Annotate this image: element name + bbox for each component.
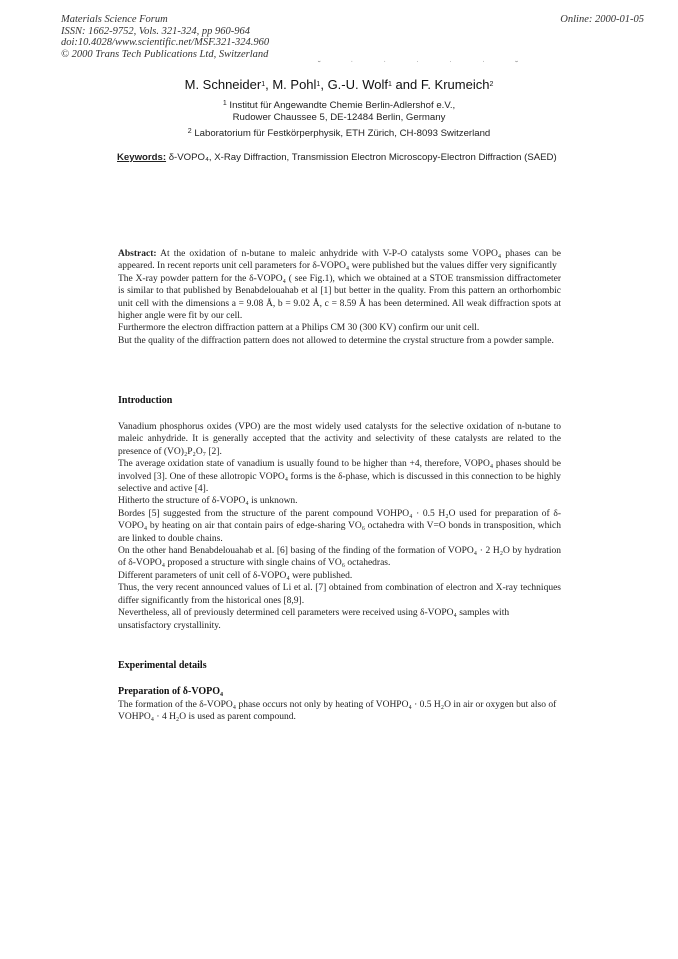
author-affil-mark: 2	[489, 81, 494, 88]
intro-paragraph: Hitherto the structure of δ-VOPO₄ is unknown.	[118, 496, 298, 507]
running-header	[61, 14, 269, 60]
author-affil-mark: 1	[316, 81, 321, 88]
experimental-body	[118, 699, 561, 724]
author-name: G.-U. Wolf	[327, 77, 388, 92]
intro-paragraph: The average oxidation state of vanadium is usually found to be higher than +4, therefore, VOPO₄ phases should be involved [3]. One of these allotropic VOPO₄ forms is the δ-phase, which is discussed in this connection to be highly selective and active [4].	[118, 459, 561, 495]
keywords-label: Keywords:	[117, 152, 167, 163]
doi-line: doi:10.4028/www.scientific.net/MSF.321-324.960	[61, 37, 270, 48]
author-line: M. Schneider$^1$, M. Pohl$^1$, G.-U. Wolf$^1$ and F. Krumeich$^2$	[184, 77, 494, 92]
experimental-paragraph: The formation of the δ-VOPO₄ phase occurs not only by heating of VOHPO₄ · 0.5 H₂O in air or oxygen but also of VOHPO₄ · 4 H₂O is used as parent compound.	[118, 700, 557, 723]
introduction-body	[118, 421, 561, 632]
section-heading-experimental: Experimental details	[118, 660, 207, 671]
subsection-heading-preparation: Preparation of δ-VOPO₄	[118, 686, 224, 697]
keywords	[117, 152, 567, 163]
journal-name: Materials Science Forum	[61, 14, 168, 25]
author-affil-mark: 1	[388, 81, 392, 88]
affiliation-1: $^1$ Institut für Angewandte Chemie Berlin-Adlershof e.V., Rudower Chaussee 5, DE-12484 Berlin, Germany	[222, 100, 456, 123]
abstract-paragraph: At the oxidation of n-butane to maleic anhydride with V-P-O catalysts some VOPO₄ phases can be appeared. In recent reports unit cell parameters for δ-VOPO₄ were published but the values differ very significantly	[118, 249, 561, 272]
abstract-paragraph: Furthermore the electron diffraction pattern at a Philips CM 30 (300 KV) confirm our unit cell.	[118, 323, 480, 334]
scan-artifact: ˘ ˙ ˙ ˙ ˙ ˙ ˘	[318, 60, 532, 69]
intro-paragraph: Nevertheless, all of previously determined cell parameters were received using δ-VOPO₄ samples with unsatisfactory crystallinity.	[118, 608, 510, 631]
intro-paragraph: On the other hand Benabdelouahab et al. [6] basing of the finding of the formation of VOPO₄ · 2 H₂O by hydration of δ-VOPO₄ proposed a structure with single chains of VO₆ octahedras.	[118, 546, 561, 569]
abstract	[118, 248, 561, 347]
abstract-label: Abstract:	[118, 249, 157, 259]
abstract-paragraph: But the quality of the diffraction pattern does not allowed to determine the crystal structure from a powder sample.	[118, 335, 554, 346]
intro-paragraph: Different parameters of unit cell of δ-VOPO₄ were published.	[118, 570, 353, 581]
section-heading-introduction: Introduction	[118, 395, 173, 406]
keywords-text: δ-VOPO₄, X-Ray Diffraction, Transmission Electron Microscopy-Electron Diffraction (SAED)	[168, 152, 557, 163]
author-name: M. Pohl	[272, 77, 317, 92]
author-affil-mark: 1	[261, 81, 266, 88]
copyright-line: © 2000 Trans Tech Publications Ltd, Switzerland	[61, 48, 269, 60]
intro-paragraph: Bordes [5] suggested from the structure of the parent compound VOHPO₄ · 0.5 H₂O used for preparation of δ-VOPO₄ by heating on air that contain pairs of edge-sharing VO₆ octahedra with V=O bonds in transposition, which are linked to double chains.	[118, 508, 561, 544]
online-date: Online: 2000-01-05	[560, 14, 644, 25]
intro-paragraph: Vanadium phosphorus oxides (VPO) are the most widely used catalysts for the selective oxidation of n-butane to maleic anhydride. It is generally accepted that the activity and selectivity of these catalysts are related to the presence of (VO)₂P₂O₇ [2].	[118, 422, 561, 457]
intro-paragraph: Thus, the very recent announced values of Li et al. [7] obtained from combination of electron and X-ray techniques differ significantly from the historical ones [8,9].	[118, 583, 561, 606]
issn-line: ISSN: 1662-9752, Vols. 321-324, pp 960-964	[61, 25, 250, 37]
author-name: F. Krumeich	[420, 77, 490, 92]
affiliation-2: $^2$ Laboratorium für Festkörperphysik, ETH Zürich, CH-8093 Switzerland	[187, 128, 491, 139]
abstract-paragraph: The X-ray powder pattern for the δ-VOPO₄ ( see Fig.1), which we obtained at a STOE transmission diffractometer is similar to that published by Benabdelouahab et al [1] but better in the quality. From this pattern an orthorhombic unit cell with the dimensions a = 9.08 Å, b = 9.02 Å, c = 8.59 Å has been determined. All weak diffraction spots at higher angle were fit by our cell.	[118, 273, 561, 322]
author-name: M. Schneider	[184, 77, 262, 92]
